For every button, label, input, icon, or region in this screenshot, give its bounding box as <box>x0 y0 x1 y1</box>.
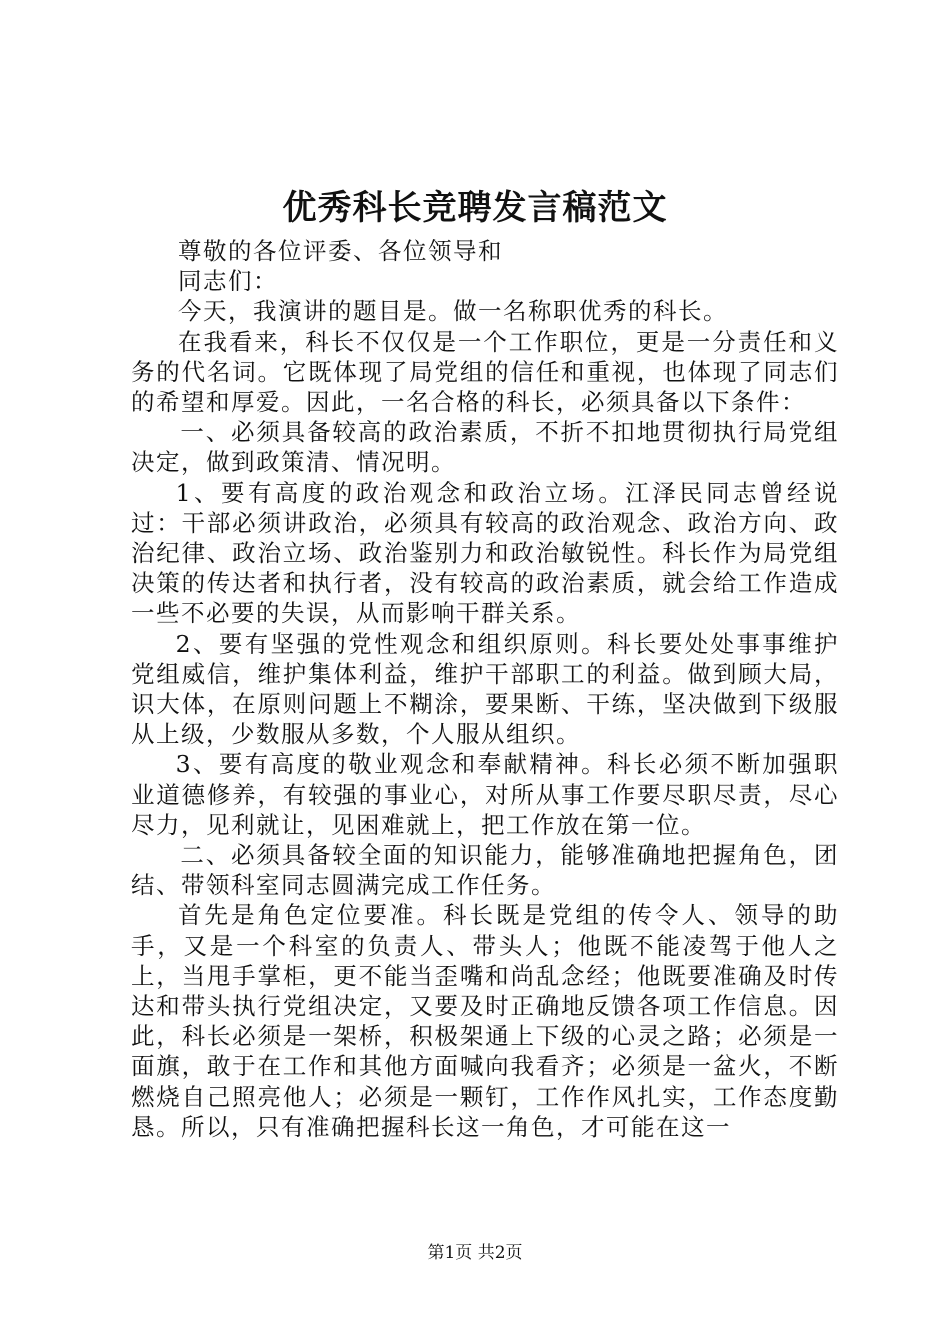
document-title: 优秀科长竞聘发言稿范文 <box>282 188 668 228</box>
salutation-line-1: 尊敬的各位评委、各位领导和 <box>178 237 503 265</box>
page-footer: 第1页 共2页 <box>427 1243 523 1263</box>
body-paragraph: 3、要有高度的敬业观念和奉献精神。科长必须不断加强职业道德修养，有较强的事业心，对所从事工作要尽职尽责，尽心尽力，见利就让，见困难就上，把工作放在第一位。 <box>131 750 839 839</box>
document-body <box>131 236 839 1142</box>
body-paragraph: 在我看来，科长不仅仅是一个工作职位，更是一分责任和义务的代名词。它既体现了局党组的信任和重视，也体现了同志们的希望和厚爱。因此，一名合格的科长，必须具备以下条件： <box>131 327 839 417</box>
speech-topic-paragraph: 今天，我演讲的题目是。做一名称职优秀的科长。 <box>178 297 728 326</box>
section-heading-1: 一、必须具备较高的政治素质，不折不扣地贯彻执行局党组决定，做到政策清、情况明。 <box>131 418 839 477</box>
salutation-line-2: 同志们： <box>178 267 278 296</box>
body-paragraph: 1、要有高度的政治观念和政治立场。江泽民同志曾经说过：干部必须讲政治，必须具有较高的政治观念、政治方向、政治纪律、政治立场、政治鉴别力和政治敏锐性。科长作为局党组决策的传达者和执行者，没有较高的政治素质，就会给工作造成一些不必要的失误，从而影响干群关系。 <box>131 478 839 628</box>
section-heading-2: 二、必须具备较全面的知识能力，能够准确地把握角色，团结、带领科室同志圆满完成工作任务。 <box>131 841 839 900</box>
body-paragraph: 2、要有坚强的党性观念和组织原则。科长要处处事事维护党组威信，维护集体利益，维护干部职工的利益。做到顾大局，识大体，在原则问题上不糊涂，要果断、干练，坚决做到下级服从上级，少数服从多数，个人服从组织。 <box>131 629 839 749</box>
body-paragraph: 首先是角色定位要准。科长既是党组的传令人、领导的助手，又是一个科室的负责人、带头人；他既不能凌驾于他人之上，当甩手掌柜，更不能当歪嘴和尚乱念经；他既要准确及时传达和带头执行党组决定，又要及时正确地反馈各项工作信息。因此，科长必须是一架桥，积极架通上下级的心灵之路；必须是一面旗，敢于在工作和其他方面喊向我看齐；必须是一盆火，不断燃烧自己照亮他人；必须是一颗钉，工作作风扎实，工作态度勤恳。所以，只有准确把握科长这一角色，才可能在这一 <box>131 901 839 1141</box>
